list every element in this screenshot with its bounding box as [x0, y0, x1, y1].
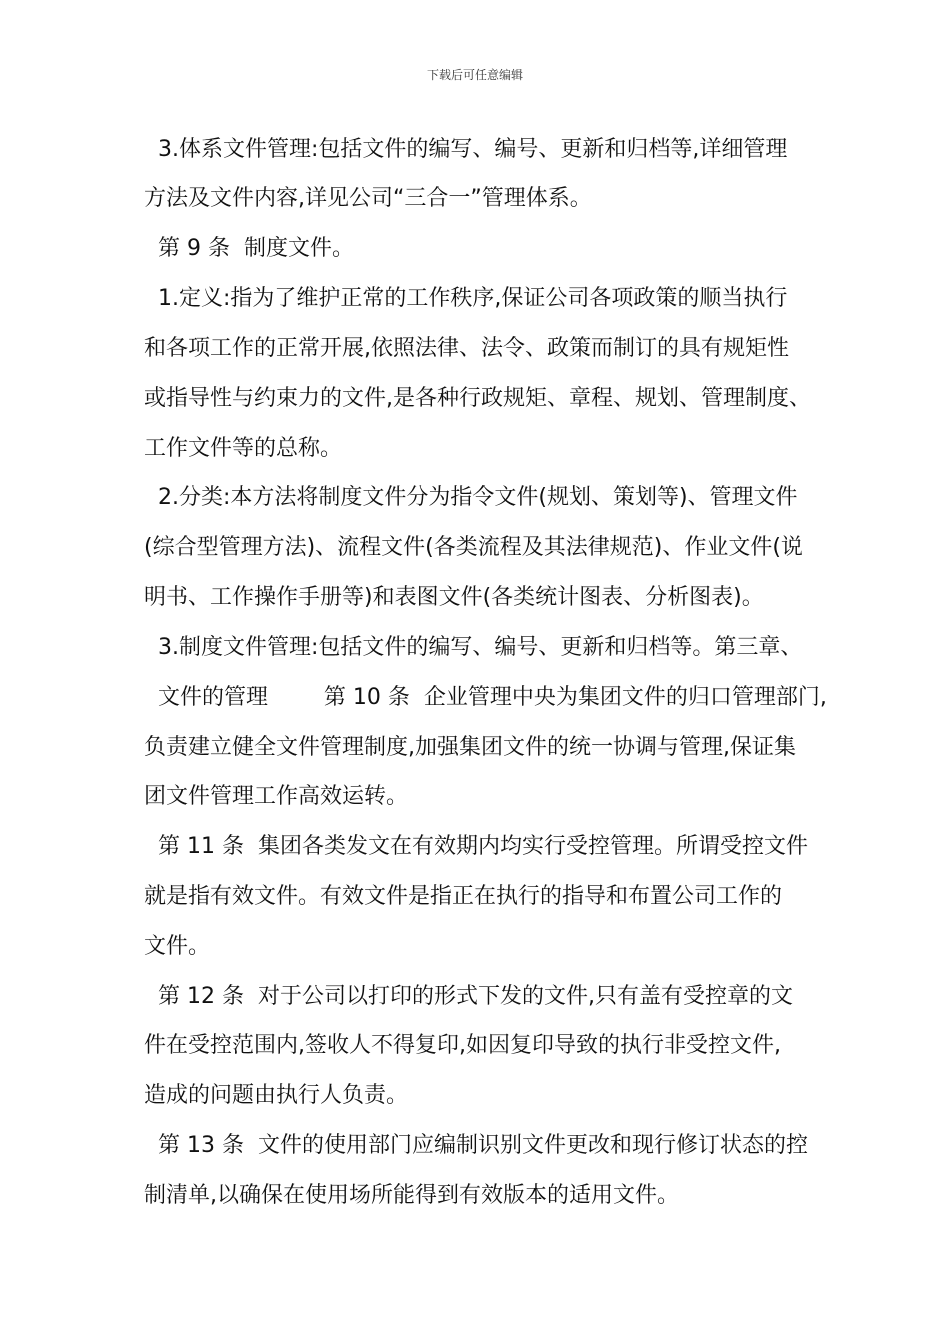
text-line: 件在受控范围内,签收人不得复印,如因复印导致的执行非受控文件, [144, 1033, 781, 1058]
text-line: 第 13 条 文件的使用部门应编制识别文件更改和现行修订状态的控 [144, 1133, 808, 1158]
text-line: 方法及文件内容,详见公司“三合一”管理体系。 [144, 186, 592, 211]
text-line: 制清单,以确保在使用场所能得到有效版本的适用文件。 [144, 1183, 679, 1208]
text-line: 3.制度文件管理:包括文件的编写、编号、更新和归档等。第三章、 [144, 635, 803, 660]
text-line: 文件。 [144, 934, 211, 959]
text-line: 负责建立健全文件管理制度,加强集团文件的统一协调与管理,保证集 [144, 735, 796, 760]
text-line: 工作文件等的总称。 [144, 436, 343, 461]
text-line: 明书、工作操作手册等)和表图文件(各类统计图表、分析图表)。 [144, 585, 764, 610]
text-line: 3.体系文件管理:包括文件的编写、编号、更新和归档等,详细管理 [144, 137, 788, 162]
text-line: (综合型管理方法)、流程文件(各类流程及其法律规范)、作业文件(说 [144, 535, 803, 560]
page-header: 下载后可任意编辑 [426, 68, 523, 82]
text-line: 和各项工作的正常开展,依照法律、法令、政策而制订的具有规矩性 [144, 336, 789, 361]
text-line: 第 9 条 制度文件。 [144, 236, 354, 261]
text-line: 2.分类:本方法将制度文件分为指令文件(规划、策划等)、管理文件 [144, 485, 798, 510]
text-line: 文件的管理 第 10 条 企业管理中央为集团文件的归口管理部门, [144, 685, 827, 710]
text-line: 1.定义:指为了维护正常的工作秩序,保证公司各项政策的顺当执行 [144, 286, 788, 311]
text-line: 第 11 条 集团各类发文在有效期内均实行受控管理。所谓受控文件 [144, 834, 808, 859]
text-line: 造成的问题由执行人负责。 [144, 1083, 409, 1108]
text-line: 或指导性与约束力的文件,是各种行政规矩、章程、规划、管理制度、 [144, 386, 811, 411]
text-line: 第 12 条 对于公司以打印的形式下发的文件,只有盖有受控章的文 [144, 984, 793, 1009]
text-line: 团文件管理工作高效运转。 [144, 784, 409, 809]
text-line: 就是指有效文件。有效文件是指正在执行的指导和布置公司工作的 [144, 884, 783, 909]
